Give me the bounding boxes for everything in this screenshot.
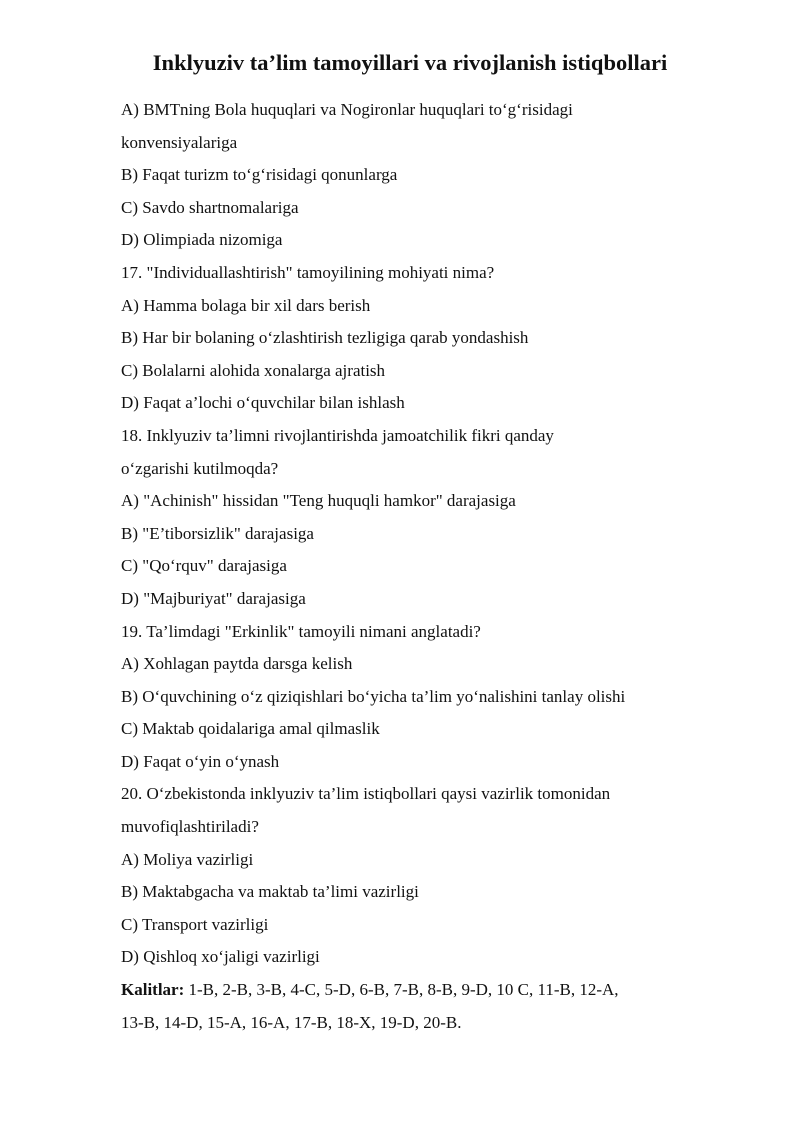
answer-option-16a-line1: A) BMTning Bola huquqlari va Nogironlar huquqlari to‘g‘risidagi: [121, 100, 573, 119]
answer-option-19b: B) O‘quvchining o‘z qiziqishlari bo‘yicha ta’lim yo‘nalishini tanlay olishi: [121, 686, 626, 706]
answer-option-19d: D) Faqat o‘yin o‘ynash: [121, 751, 280, 771]
answer-option-17d: D) Faqat a’lochi o‘quvchilar bilan ishlash: [121, 393, 405, 413]
answer-option-18c: C) "Qo‘rquv" darajasiga: [121, 556, 287, 576]
answer-option-16a-line2: konvensiyalariga: [121, 132, 238, 152]
question-18-line2: o‘zgarishi kutilmoqda?: [121, 458, 279, 478]
answer-keys-label: Kalitlar:: [121, 980, 185, 1000]
answer-keys-line1: [121, 974, 700, 1007]
answer-option-19a: A) Xohlagan paytda darsga kelish: [121, 654, 353, 674]
answer-option-17a: A) Hamma bolaga bir xil dars berish: [121, 295, 371, 315]
answer-option-17c: C) Bolalarni alohida xonalarga ajratish: [121, 360, 386, 380]
answer-option-17b: B) Har bir bolaning o‘zlashtirish tezligiga qarab yondashish: [121, 328, 529, 348]
answer-keys-values-1: 1-B, 2-B, 3-B, 4-C, 5-D, 6-B, 7-B, 8-B, 9-D, 10 C, 11-B, 12-A,: [184, 980, 619, 1000]
answer-option-19c: C) Maktab qoidalariga amal qilmaslik: [121, 719, 380, 739]
answer-option-20a: A) Moliya vazirligi: [121, 849, 254, 869]
answer-option-16d: D) Olimpiada nizomiga: [121, 230, 283, 250]
answer-option-16c: C) Savdo shartnomalariga: [121, 197, 299, 217]
page-title: Inklyuziv ta’lim tamoyillari va rivojlanish istiqbollari: [152, 50, 668, 75]
question-18-line1: 18. Inklyuziv ta’limni rivojlantirishda jamoatchilik fikri qanday: [121, 425, 554, 445]
question-19: 19. Ta’limdagi "Erkinlik" tamoyili nimani anglatadi?: [121, 621, 481, 641]
question-20-line1: 20. O‘zbekistonda inklyuziv ta’lim istiqbollari qaysi vazirlik tomonidan: [121, 784, 611, 804]
answer-option-18d: D) "Majburiyat" darajasiga: [121, 588, 306, 608]
question-17: 17. "Individuallashtirish" tamoyilining mohiyati nima?: [121, 262, 495, 282]
answer-option-20c: C) Transport vazirligi: [121, 914, 269, 934]
answer-option-18a: A) "Achinish" hissidan "Teng huquqli hamkor" darajasiga: [121, 491, 516, 511]
answer-option-20d: D) Qishloq xo‘jaligi vazirligi: [121, 947, 320, 967]
answer-option-20b: B) Maktabgacha va maktab ta’limi vazirligi: [121, 882, 419, 902]
answer-option-18b: B) "E’tiborsizlik" darajasiga: [121, 523, 314, 543]
question-20-line2: muvofiqlashtiriladi?: [121, 817, 259, 837]
answer-option-16b: B) Faqat turizm to‘g‘risidagi qonunlarga: [121, 165, 398, 185]
answer-keys-line2: 13-B, 14-D, 15-A, 16-A, 17-B, 18-X, 19-D, 20-B.: [121, 1012, 462, 1032]
